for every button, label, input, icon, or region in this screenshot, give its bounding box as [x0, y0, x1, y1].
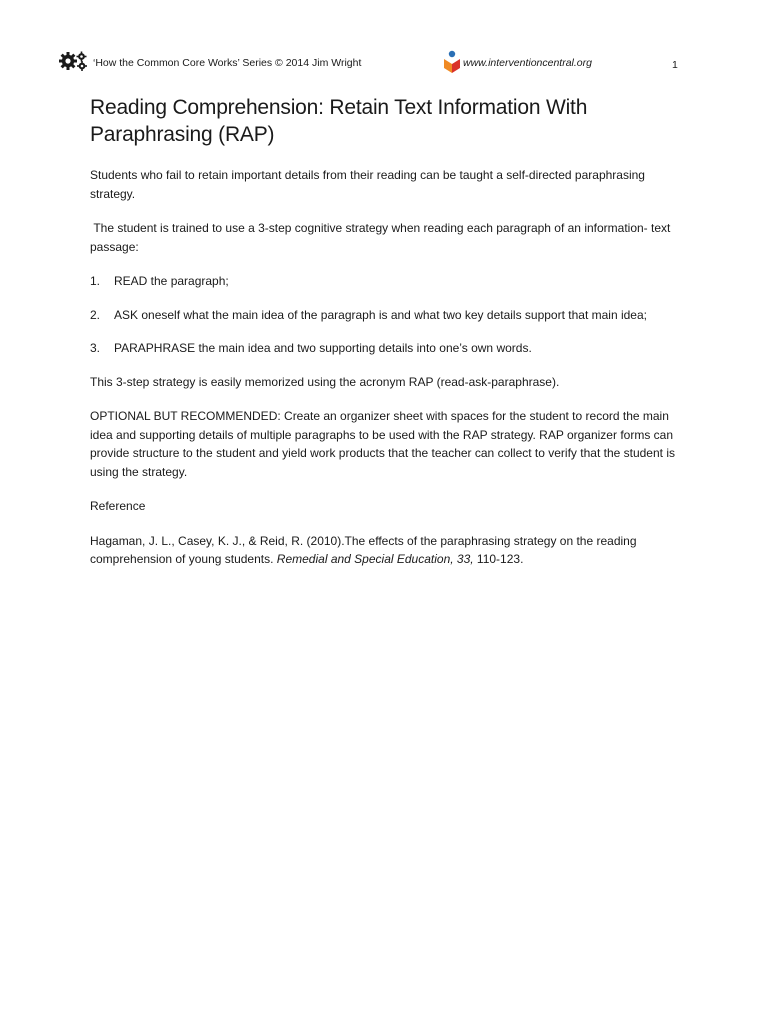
series-credit: ‘How the Common Core Works’ Series © 2014 Jim Wright: [93, 57, 362, 69]
site-url-link[interactable]: www.interventioncentral.org: [463, 57, 592, 69]
step-text: PARAPHRASE the main idea and two supporting details into one’s own words.: [114, 341, 532, 355]
step-item: [90, 272, 680, 291]
step-text: READ the paragraph;: [114, 274, 229, 288]
step-number: 3.: [90, 341, 101, 355]
step-number: 1.: [90, 274, 101, 288]
step-item: [90, 339, 680, 358]
page-header: [58, 50, 698, 76]
reference-heading: Reference: [90, 499, 146, 513]
reference-citation: [90, 532, 680, 569]
step-number: 2.: [90, 307, 101, 322]
gears-icon: [58, 50, 88, 72]
step-item: [90, 306, 680, 325]
intervention-central-logo-icon: [442, 50, 462, 74]
reference-journal: Remedial and Special Education, 33,: [276, 552, 474, 566]
optional-paragraph: OPTIONAL BUT RECOMMENDED: Create an organizer sheet with spaces for the student to record the main idea and supporting details of multiple paragraphs to be used with the RAP strategy. RAP organizer forms can provide structure to the student and yield work products that the teacher can collect to verify that the student is using the strategy.: [90, 409, 675, 479]
reference-pages: 110-123.: [473, 552, 524, 566]
intro-paragraph: Students who fail to retain important details from their reading can be taught a self-directed paraphrasing strategy.: [90, 168, 645, 201]
page-number: 1: [672, 59, 678, 71]
training-paragraph: The student is trained to use a 3-step cognitive strategy when reading each paragraph of an information- text passage:: [90, 221, 674, 254]
page-title: Reading Comprehension: Retain Text Information With Paraphrasing (RAP): [90, 96, 588, 146]
acronym-paragraph: This 3-step strategy is easily memorized using the acronym RAP (read-ask-paraphrase).: [90, 374, 560, 389]
document-body: [90, 94, 680, 585]
step-text: ASK oneself what the main idea of the paragraph is and what two key details support that main idea;: [114, 307, 647, 322]
reference-authors: Hagaman, J. L., Casey, K. J., & Reid, R. (2010).The effects of the paraphrasing strategy on the reading comprehension of young students.: [90, 533, 637, 566]
